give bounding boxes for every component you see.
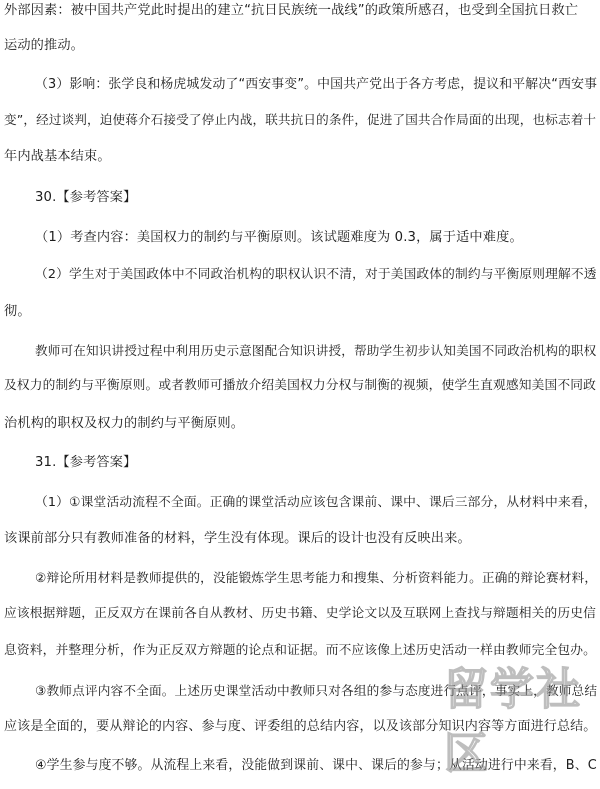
text-line-14: （1）①课堂活动流程不全面。正确的课堂活动应该包含课前、课中、课后三部分，从材料中来看， xyxy=(35,495,597,510)
text-line-11: 及权力的制约与平衡原则。或者教师可播放介绍美国权力分权与制衡的视频，使学生直观感知美国不同政 xyxy=(4,378,596,393)
text-line-19: ③教师点评内容不全面。上述历史课堂活动中教师只对各组的参与态度进行点评，事实上，教师总结 xyxy=(35,683,598,698)
text-line-2: 运动的推动。 xyxy=(4,38,85,53)
text-line-20: 应该是全面的，要从辩论的内容、参与度、评委组的总结内容，以及该部分知识内容等方面进行总结。 xyxy=(4,719,597,734)
watermark-text: 留学社区 xyxy=(444,664,582,779)
section-heading-30: 30.【参考答案】 xyxy=(35,190,137,205)
text-line-4: 变”，经过谈判，迫使蒋介石接受了停止内战，联共抗日的条件，促进了国共合作局面的出现，也标志着十 xyxy=(4,112,597,127)
text-line-8: （2）学生对于美国政体中不同政治机构的职权认识不清，对于美国政体的制约与平衡原则理解不透 xyxy=(35,266,597,281)
text-line-1: 外部因素：被中国共产党此时提出的建立“抗日民族统一战线”的政策所感召，也受到全国抗日救亡 xyxy=(4,3,579,18)
text-line-21: ④学生参与度不够。从流程上来看，没能做到课前、课中、课后的参与；从活动进行中来看，B、C xyxy=(35,758,597,773)
site-watermark xyxy=(444,664,594,787)
text-line-3: （3）影响：张学良和杨虎城发动了“西安事变”。中国共产党出于各方考虑，提议和平解决“西安事 xyxy=(35,77,598,92)
text-line-15: 该课前部分只有教师准备的材料，学生没有体现。课后的设计也没有反映出来。 xyxy=(4,531,471,546)
text-line-17: 应该根据辩题，正反双方在课前各自从教材、历史书籍、史学论文以及互联网上查找与辩题相关的历史信 xyxy=(4,606,596,621)
text-line-12: 治机构的职权及权力的制约与平衡原则。 xyxy=(4,416,245,431)
text-line-10: 教师可在知识讲授过程中利用历史示意图配合知识讲授，帮助学生初步认知美国不同政治机构的职权 xyxy=(35,343,597,358)
text-line-18: 息资料，并整理分析，作为正反双方辩题的论点和证据。而不应该像上述历史活动一样由教师完全包办。 xyxy=(4,643,596,658)
text-line-7: （1）考查内容：美国权力的制约与平衡原则。该试题难度为 0.3，属于适中难度。 xyxy=(35,230,523,245)
text-line-16: ②辩论所用材料是教师提供的，没能锻炼学生思考能力和搜集、分析资料能力。正确的辩论赛材料， xyxy=(35,570,598,585)
section-heading-31: 31.【参考答案】 xyxy=(35,455,137,470)
text-line-5: 年内战基本结束。 xyxy=(4,149,111,164)
text-line-9: 彻。 xyxy=(4,304,31,319)
